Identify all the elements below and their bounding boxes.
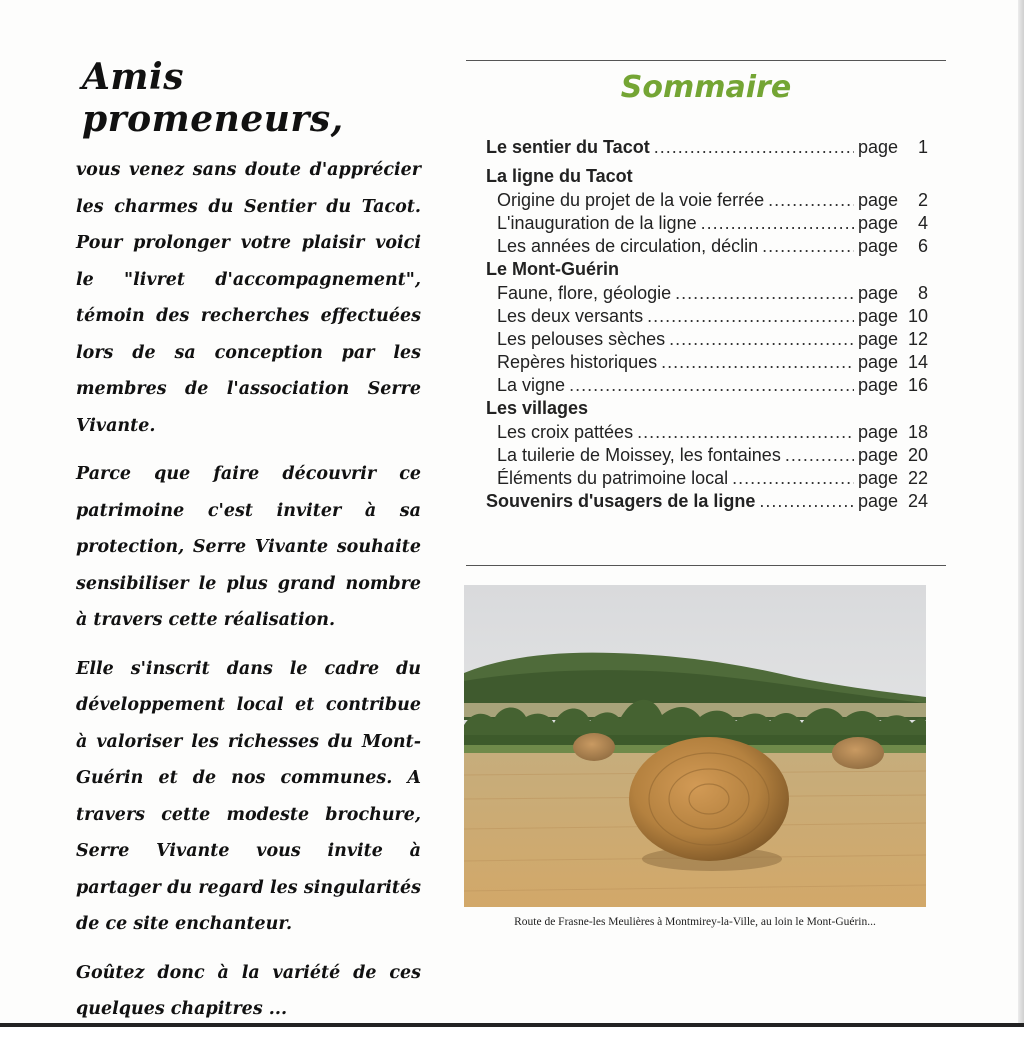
toc-heading-label: La ligne du Tacot — [486, 166, 633, 186]
toc-entry-annees[interactable] — [486, 236, 928, 259]
middle-divider — [466, 565, 946, 566]
toc-page-word: page — [857, 306, 898, 326]
toc-page-word: page — [857, 236, 898, 256]
landscape-photo — [464, 585, 926, 907]
toc-title: Sommaire — [620, 70, 792, 105]
top-divider — [466, 60, 946, 61]
letter-paragraph-2: Parce que faire découvrir ce patrimoine c'est inviter à sa protection, Serre Vivante souhaite sensibiliser le plus grand nombre à travers cette réalisation. — [76, 464, 421, 630]
letter-paragraph-1: vous venez sans doute d'apprécier les charmes du Sentier du Tacot. Pour prolonger votre plaisir voici le "livret d'accompagnement", témoin des recherches effectuées lors de sa conception par les membres de l'association Serre Vivante. — [76, 160, 421, 436]
toc-entry-versants[interactable] — [486, 306, 928, 329]
toc-leader — [701, 213, 854, 234]
toc-page-word: page — [857, 445, 898, 465]
toc-page-number: 22 — [907, 468, 928, 488]
toc-leader — [762, 236, 854, 257]
toc-leader — [675, 283, 854, 304]
toc-page-word: page — [857, 190, 898, 210]
toc-page-number: 4 — [917, 213, 928, 233]
toc-entry-label: La tuilerie de Moissey, les fontaines — [497, 445, 781, 465]
toc-entry-elements[interactable] — [486, 468, 928, 491]
toc-entry-croix[interactable] — [486, 422, 928, 445]
toc-leader — [669, 329, 854, 350]
toc-page-number: 1 — [917, 137, 928, 157]
toc-heading-ligne — [486, 166, 928, 190]
toc-leader — [637, 422, 854, 443]
toc-page-number: 14 — [907, 352, 928, 372]
toc-page-word: page — [857, 422, 898, 442]
toc-heading-label: Le Mont-Guérin — [486, 259, 619, 279]
toc-entry-label: Faune, flore, géologie — [497, 283, 672, 303]
toc-leader — [732, 468, 854, 489]
toc-page-number: 24 — [907, 491, 928, 511]
intro-letter — [76, 56, 421, 1040]
page-edge — [1018, 0, 1024, 1027]
toc-page-word: page — [857, 375, 898, 395]
toc-entry-label: La vigne — [497, 375, 566, 395]
letter-title: Amis promeneurs, — [82, 56, 344, 140]
toc-page-number: 16 — [907, 375, 928, 395]
letter-paragraph-4: Goûtez donc à la variété de ces quelques chapitres ... — [76, 962, 421, 1019]
toc-leader — [569, 375, 854, 396]
toc-entry-label: Le sentier du Tacot — [486, 137, 650, 157]
toc-entry-sentier[interactable] — [486, 137, 928, 161]
photo-caption: Route de Frasne-les Meulières à Montmirey-la-Ville, au loin le Mont-Guérin... — [514, 916, 876, 928]
scan-bottom-edge — [0, 1023, 1024, 1027]
toc-entry-label: Origine du projet de la voie ferrée — [497, 190, 765, 210]
toc-heading-mont-guerin — [486, 259, 928, 283]
toc-heading-villages — [486, 398, 928, 422]
toc-entry-label: Souvenirs d'usagers de la ligne — [486, 491, 756, 511]
toc-leader — [647, 306, 854, 327]
toc-entry-label: Les années de circulation, déclin — [497, 236, 759, 256]
table-of-contents — [486, 137, 928, 515]
toc-page-number: 8 — [917, 283, 928, 303]
toc-page-number: 20 — [907, 445, 928, 465]
toc-entry-reperes[interactable] — [486, 352, 928, 375]
toc-page-number: 10 — [907, 306, 928, 326]
toc-entry-faune[interactable] — [486, 283, 928, 306]
toc-page-word: page — [857, 329, 898, 349]
toc-entry-label: Repères historiques — [497, 352, 658, 372]
toc-entry-vigne[interactable] — [486, 375, 928, 398]
toc-page-word: page — [857, 213, 898, 233]
toc-page-word: page — [857, 352, 898, 372]
toc-page-word: page — [857, 468, 898, 488]
toc-leader — [654, 137, 854, 158]
toc-entry-label: Les pelouses sèches — [497, 329, 666, 349]
toc-leader — [785, 445, 854, 466]
toc-entry-label: L'inauguration de la ligne — [497, 213, 697, 233]
toc-entry-souvenirs[interactable] — [486, 491, 928, 515]
toc-page-word: page — [857, 491, 898, 511]
toc-heading-label: Les villages — [486, 398, 589, 418]
toc-page-number: 2 — [917, 190, 928, 210]
toc-entry-label: Les deux versants — [497, 306, 644, 326]
toc-entry-origine[interactable] — [486, 190, 928, 213]
toc-page-number: 6 — [917, 236, 928, 256]
toc-leader — [661, 352, 854, 373]
toc-page-number: 18 — [907, 422, 928, 442]
toc-leader — [759, 491, 854, 512]
toc-page-word: page — [857, 283, 898, 303]
letter-paragraph-3: Elle s'inscrit dans le cadre du développement local et contribue à valoriser les richesses du Mont-Guérin et de nos communes. A travers cette modeste brochure, Serre Vivante vous invite à partager du regard les singularités de ce site enchanteur. — [76, 658, 421, 934]
toc-entry-tuilerie[interactable] — [486, 445, 928, 468]
toc-page-word: page — [857, 137, 898, 157]
toc-entry-pelouses[interactable] — [486, 329, 928, 352]
toc-entry-inauguration[interactable] — [486, 213, 928, 236]
toc-entry-label: Les croix pattées — [497, 422, 634, 442]
toc-page-number: 12 — [907, 329, 928, 349]
toc-leader — [768, 190, 854, 211]
toc-entry-label: Éléments du patrimoine local — [497, 468, 729, 488]
